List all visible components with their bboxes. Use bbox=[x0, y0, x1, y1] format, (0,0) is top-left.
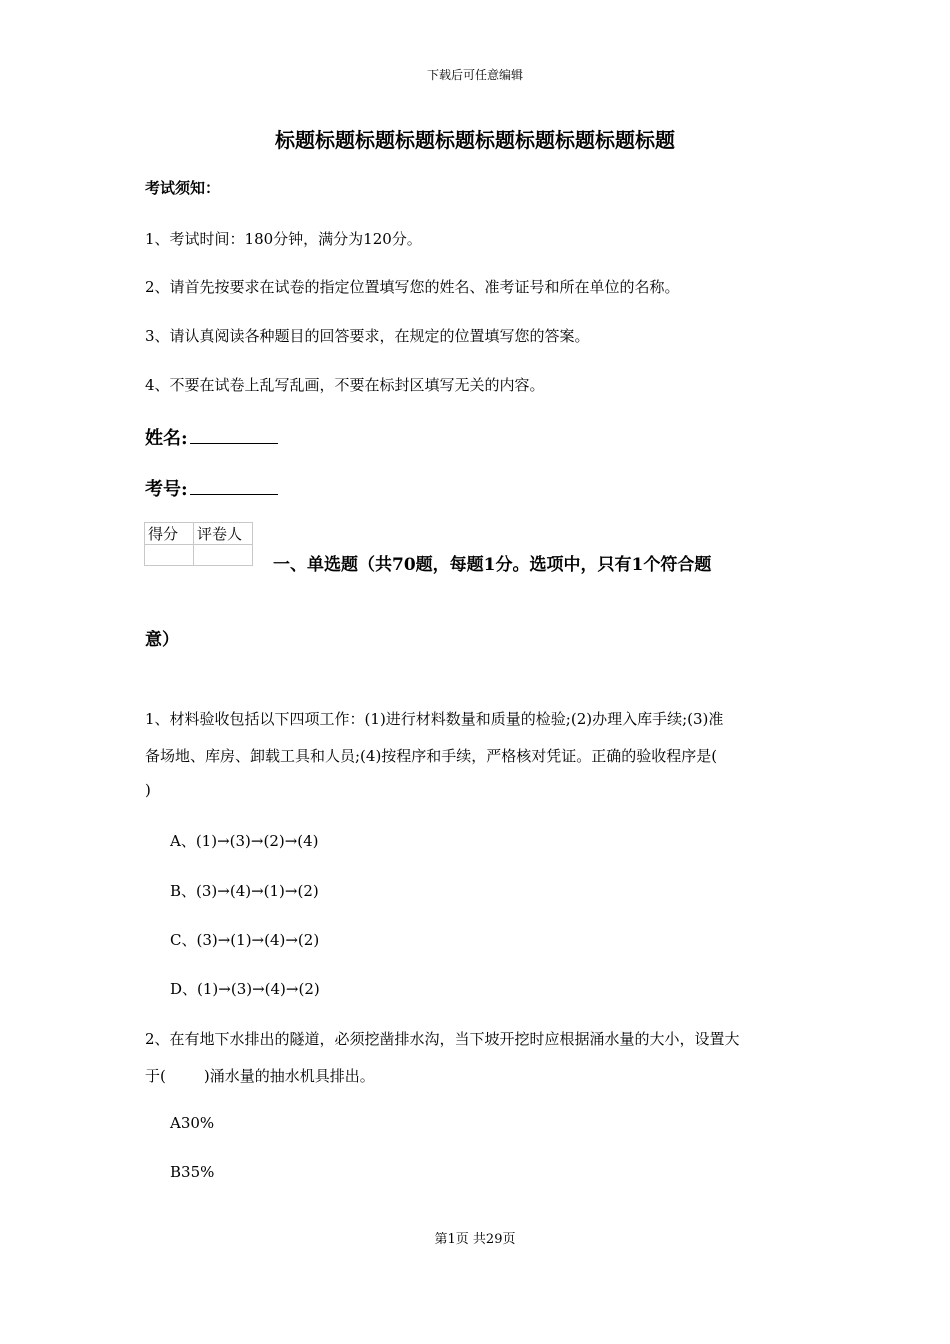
name-field bbox=[145, 424, 278, 450]
grader-cell bbox=[194, 545, 253, 566]
notice-item: 4、不要在试卷上乱写乱画，不要在标封区填写无关的内容。 bbox=[145, 376, 545, 394]
name-label: 姓名: bbox=[145, 428, 188, 449]
option-a: A、(1)→(3)→(2)→(4) bbox=[170, 832, 319, 850]
question-1-line: 1、材料验收包括以下四项工作：(1)进行材料数量和质量的检验;(2)办理入库手续;(3)准 bbox=[145, 710, 724, 728]
question-2-line bbox=[145, 1065, 375, 1086]
option-c: C、(3)→(1)→(4)→(2) bbox=[170, 931, 320, 949]
page-footer: 第1页 共29页 bbox=[434, 1232, 516, 1247]
option-a: A30% bbox=[170, 1114, 215, 1132]
question-1-line: 备场地、库房、卸载工具和人员;(4)按程序和手续，严格核对凭证。正确的验收程序是( bbox=[145, 747, 718, 765]
notice-item: 2、请首先按要求在试卷的指定位置填写您的姓名、准考证号和所在单位的名称。 bbox=[145, 278, 680, 296]
id-label: 考号: bbox=[145, 479, 188, 500]
question-2-line: 2、在有地下水排出的隧道，必须挖凿排水沟，当下坡开挖时应根据涌水量的大小，设置大 bbox=[145, 1030, 740, 1048]
option-b: B、(3)→(4)→(1)→(2) bbox=[170, 882, 319, 900]
document-title: 标题标题标题标题标题标题标题标题标题标题 bbox=[275, 128, 675, 152]
id-field bbox=[145, 475, 278, 501]
notice-item: 1、考试时间：180分钟，满分为120分。 bbox=[145, 230, 422, 248]
name-blank[interactable] bbox=[190, 425, 278, 444]
question-1-line: ) bbox=[145, 781, 151, 799]
notice-item: 3、请认真阅读各种题目的回答要求，在规定的位置填写您的答案。 bbox=[145, 327, 590, 345]
notice-heading: 考试须知： bbox=[145, 179, 221, 197]
id-blank[interactable] bbox=[190, 476, 278, 495]
option-b: B35% bbox=[170, 1163, 215, 1181]
page-header: 下载后可任意编辑 bbox=[426, 68, 523, 82]
question-2-suffix: )涌水量的抽水机具排出。 bbox=[203, 1067, 375, 1085]
section-title: 一、单选题（共70题，每题1分。选项中，只有1个符合题 bbox=[273, 555, 712, 575]
score-table bbox=[144, 522, 253, 566]
grader-header: 评卷人 bbox=[194, 523, 253, 545]
option-d: D、(1)→(3)→(4)→(2) bbox=[170, 980, 320, 998]
section-title-continued: 意） bbox=[145, 630, 179, 650]
score-header: 得分 bbox=[145, 523, 194, 545]
question-2-prefix: 于( bbox=[145, 1067, 166, 1085]
score-cell bbox=[145, 545, 194, 566]
